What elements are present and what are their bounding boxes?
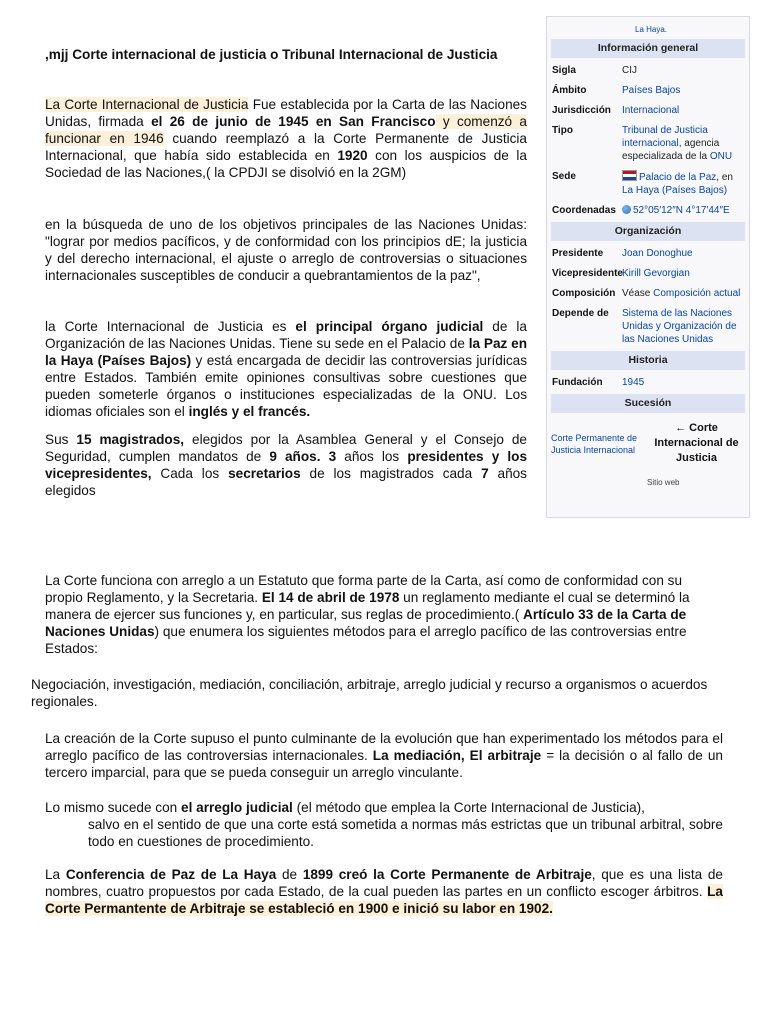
infobox-top-caption[interactable]: La Haya. — [635, 25, 668, 34]
succession-current: ← Corte Internacional de Justicia — [654, 422, 739, 464]
highlighted-text: La Corte Permantente de Arbitraje se estableció en 1900 e inició su labor en 1902. — [45, 884, 723, 916]
la-haya-link[interactable]: La Haya (Países Bajos) — [622, 185, 728, 196]
fundacion-link[interactable]: 1945 — [622, 377, 645, 388]
infobox-row-composicion: Composición Véase Composición actual — [552, 288, 741, 299]
predecessor-link[interactable]: Corte Permanente de Justicia Internacional — [551, 432, 638, 455]
bold-date: el 26 de junio de 1945 en San Francisco — [151, 114, 436, 129]
infobox-header-organizacion: Organización — [551, 222, 745, 241]
paragraph-principal-organ: la Corte Internacional de Justicia es el principal órgano judicial de la Organización de las Naciones Unidas. Tiene su sede en el Palacio de la Paz en la Haya (Países Bajos) y está encargada de decidir las controversias jurídicas entre Estados. También emite opiniones consultivas sobre cuestiones que pueden someterle órganos o instituciones especializadas de la ONU. Los idiomas oficiales son el inglés y el francés. — [45, 319, 528, 419]
highlighted-text: y comenzó a funcionar en 1946 — [45, 114, 527, 146]
infobox-row-ambito: Ámbito Países Bajos — [547, 80, 749, 100]
infobox-header-sucesion: Sucesión — [551, 394, 745, 413]
paragraph-magistrates: Sus 15 magistrados, elegidos por la Asamblea General y el Consejo de Seguridad, cumplen mandatos de 9 años. 3 años los presidentes y los vicepresidentes, Cada los secretarios de los magistrados cada 7 años elegidos — [45, 432, 528, 498]
paragraph-methods-list: Negociación, investigación, mediación, conciliación, arbitraje, arreglo judicial y recurso a organismos o acuerdos regionales. — [31, 677, 708, 709]
vicepresidente-link[interactable]: Kirill Gevorgian — [622, 268, 690, 279]
onu-link[interactable]: ONU — [709, 151, 733, 162]
depende-link[interactable]: Sistema de las Naciones Unidas y Organización de las Naciones Unidas — [622, 308, 737, 345]
infobox-row-tipo: Tipo Tribunal de Justicia internacional, agencia especializada de la ONU — [552, 125, 733, 162]
infobox-row-sigla: Sigla CIJ — [552, 65, 637, 76]
jurisdiccion-link[interactable]: Internacional — [622, 105, 680, 116]
coordinates-link[interactable]: 52°05′12″N 4°17′44″E — [633, 205, 730, 216]
composicion-link[interactable]: Composición actual — [653, 288, 741, 299]
palacio-link[interactable]: Palacio de la Paz — [639, 172, 717, 183]
infobox-row-presidente: Presidente Joan Donoghue — [547, 243, 749, 263]
infobox — [546, 16, 750, 518]
netherlands-flag-icon — [622, 170, 637, 181]
document-title: ,mjj Corte internacional de justicia o Tribunal Internacional de Justicia — [45, 47, 498, 62]
tipo-link[interactable]: Tribunal de Justicia internacional — [622, 125, 708, 149]
highlighted-text: La Corte Internacional de Justicia — [45, 97, 249, 112]
paragraph-hague-conference: La Conferencia de Paz de La Haya de 1899 creó la Corte Permanente de Arbitraje, que es una lista de nombres, cuatro propuestos por cada Estado, de la cual pueden las partes en un conflicto escoger árbitros. La Corte Permantente de Arbitraje se estableció en 1900 e inició su labor en 1902. — [45, 867, 723, 916]
infobox-row-sede: Sede Palacio de la Paz, en La Haya (Países Bajos) — [552, 171, 733, 196]
infobox-row-fundacion: Fundación 1945 — [547, 372, 749, 392]
infobox-row-jurisdiccion: Jurisdicción Internacional — [547, 100, 749, 120]
paragraph-judicial-settlement: Lo mismo sucede con el arreglo judicial (el método que emplea la Corte Internacional de Justicia), salvo en el sentido de que una corte está sometida a normas más estrictas que un tribunal arbitral, sobre todo en cuestiones de procedimiento. — [45, 800, 723, 849]
paragraph-objectives: en la búsqueda de uno de los objetivos principales de las Naciones Unidas: "lograr por medios pacíficos, y de conformidad con los principios dE; la justicia y del derecho internacional, el ajuste o arreglo de controversias o situaciones internacionales susceptibles de conducir a quebrantamientos de la paz", — [45, 217, 527, 283]
infobox-bottom-caption: Sitio web — [647, 478, 680, 487]
paragraph-founding: La Corte Internacional de Justicia Fue establecida por la Carta de las Naciones Unidas, firmada el 26 de junio de 1945 en San Francisco y comenzó a funcionar en 1946 cuando reemplazó a la Corte Permanente de Justicia Internacional, que había sido establecida en 1920 con los auspicios de la Sociedad de las Naciones,( la CPDJI se disolvió en la 2GM) — [45, 97, 527, 180]
paragraph-statute: La Corte funciona con arreglo a un Estatuto que forma parte de la Carta, así como de conformidad con su propio Reglamento, y la Secretaria. El 14 de abril de 1978 un reglamento mediante el cual se determinó la manera de ejercer sus funciones y, en particular, sus reglas de procedimiento.( Artículo 33 de la Carta de Naciones Unidas) que enumera los siguientes métodos para el arreglo pacífico de las controversias entre Estados: — [45, 573, 690, 656]
ambito-link[interactable]: Países Bajos — [622, 85, 681, 96]
paragraph-creation: La creación de la Corte supuso el punto culminante de la evolución que han experimentado los métodos para el arreglo pacífico de las controversias internacionales. La mediación, El arbitraje = la decisión o al fallo de un tercero imparcial, para que se pueda conseguir un arreglo vinculante. — [45, 731, 723, 780]
infobox-header-general: Información general — [551, 39, 745, 58]
infobox-header-historia: Historia — [551, 351, 745, 370]
infobox-row-depende: Depende de Sistema de las Naciones Unidas y Organización de las Naciones Unidas — [547, 303, 749, 349]
infobox-row-coordenadas: Coordenadas 52°05′12″N 4°17′44″E — [552, 205, 730, 216]
presidente-link[interactable]: Joan Donoghue — [622, 248, 693, 259]
left-arrow-icon: ← — [675, 422, 687, 434]
infobox-row-vicepresidente: Vicepresidente Kirill Gevorgian — [547, 263, 749, 283]
succession-box — [547, 415, 749, 472]
globe-icon — [622, 205, 631, 214]
